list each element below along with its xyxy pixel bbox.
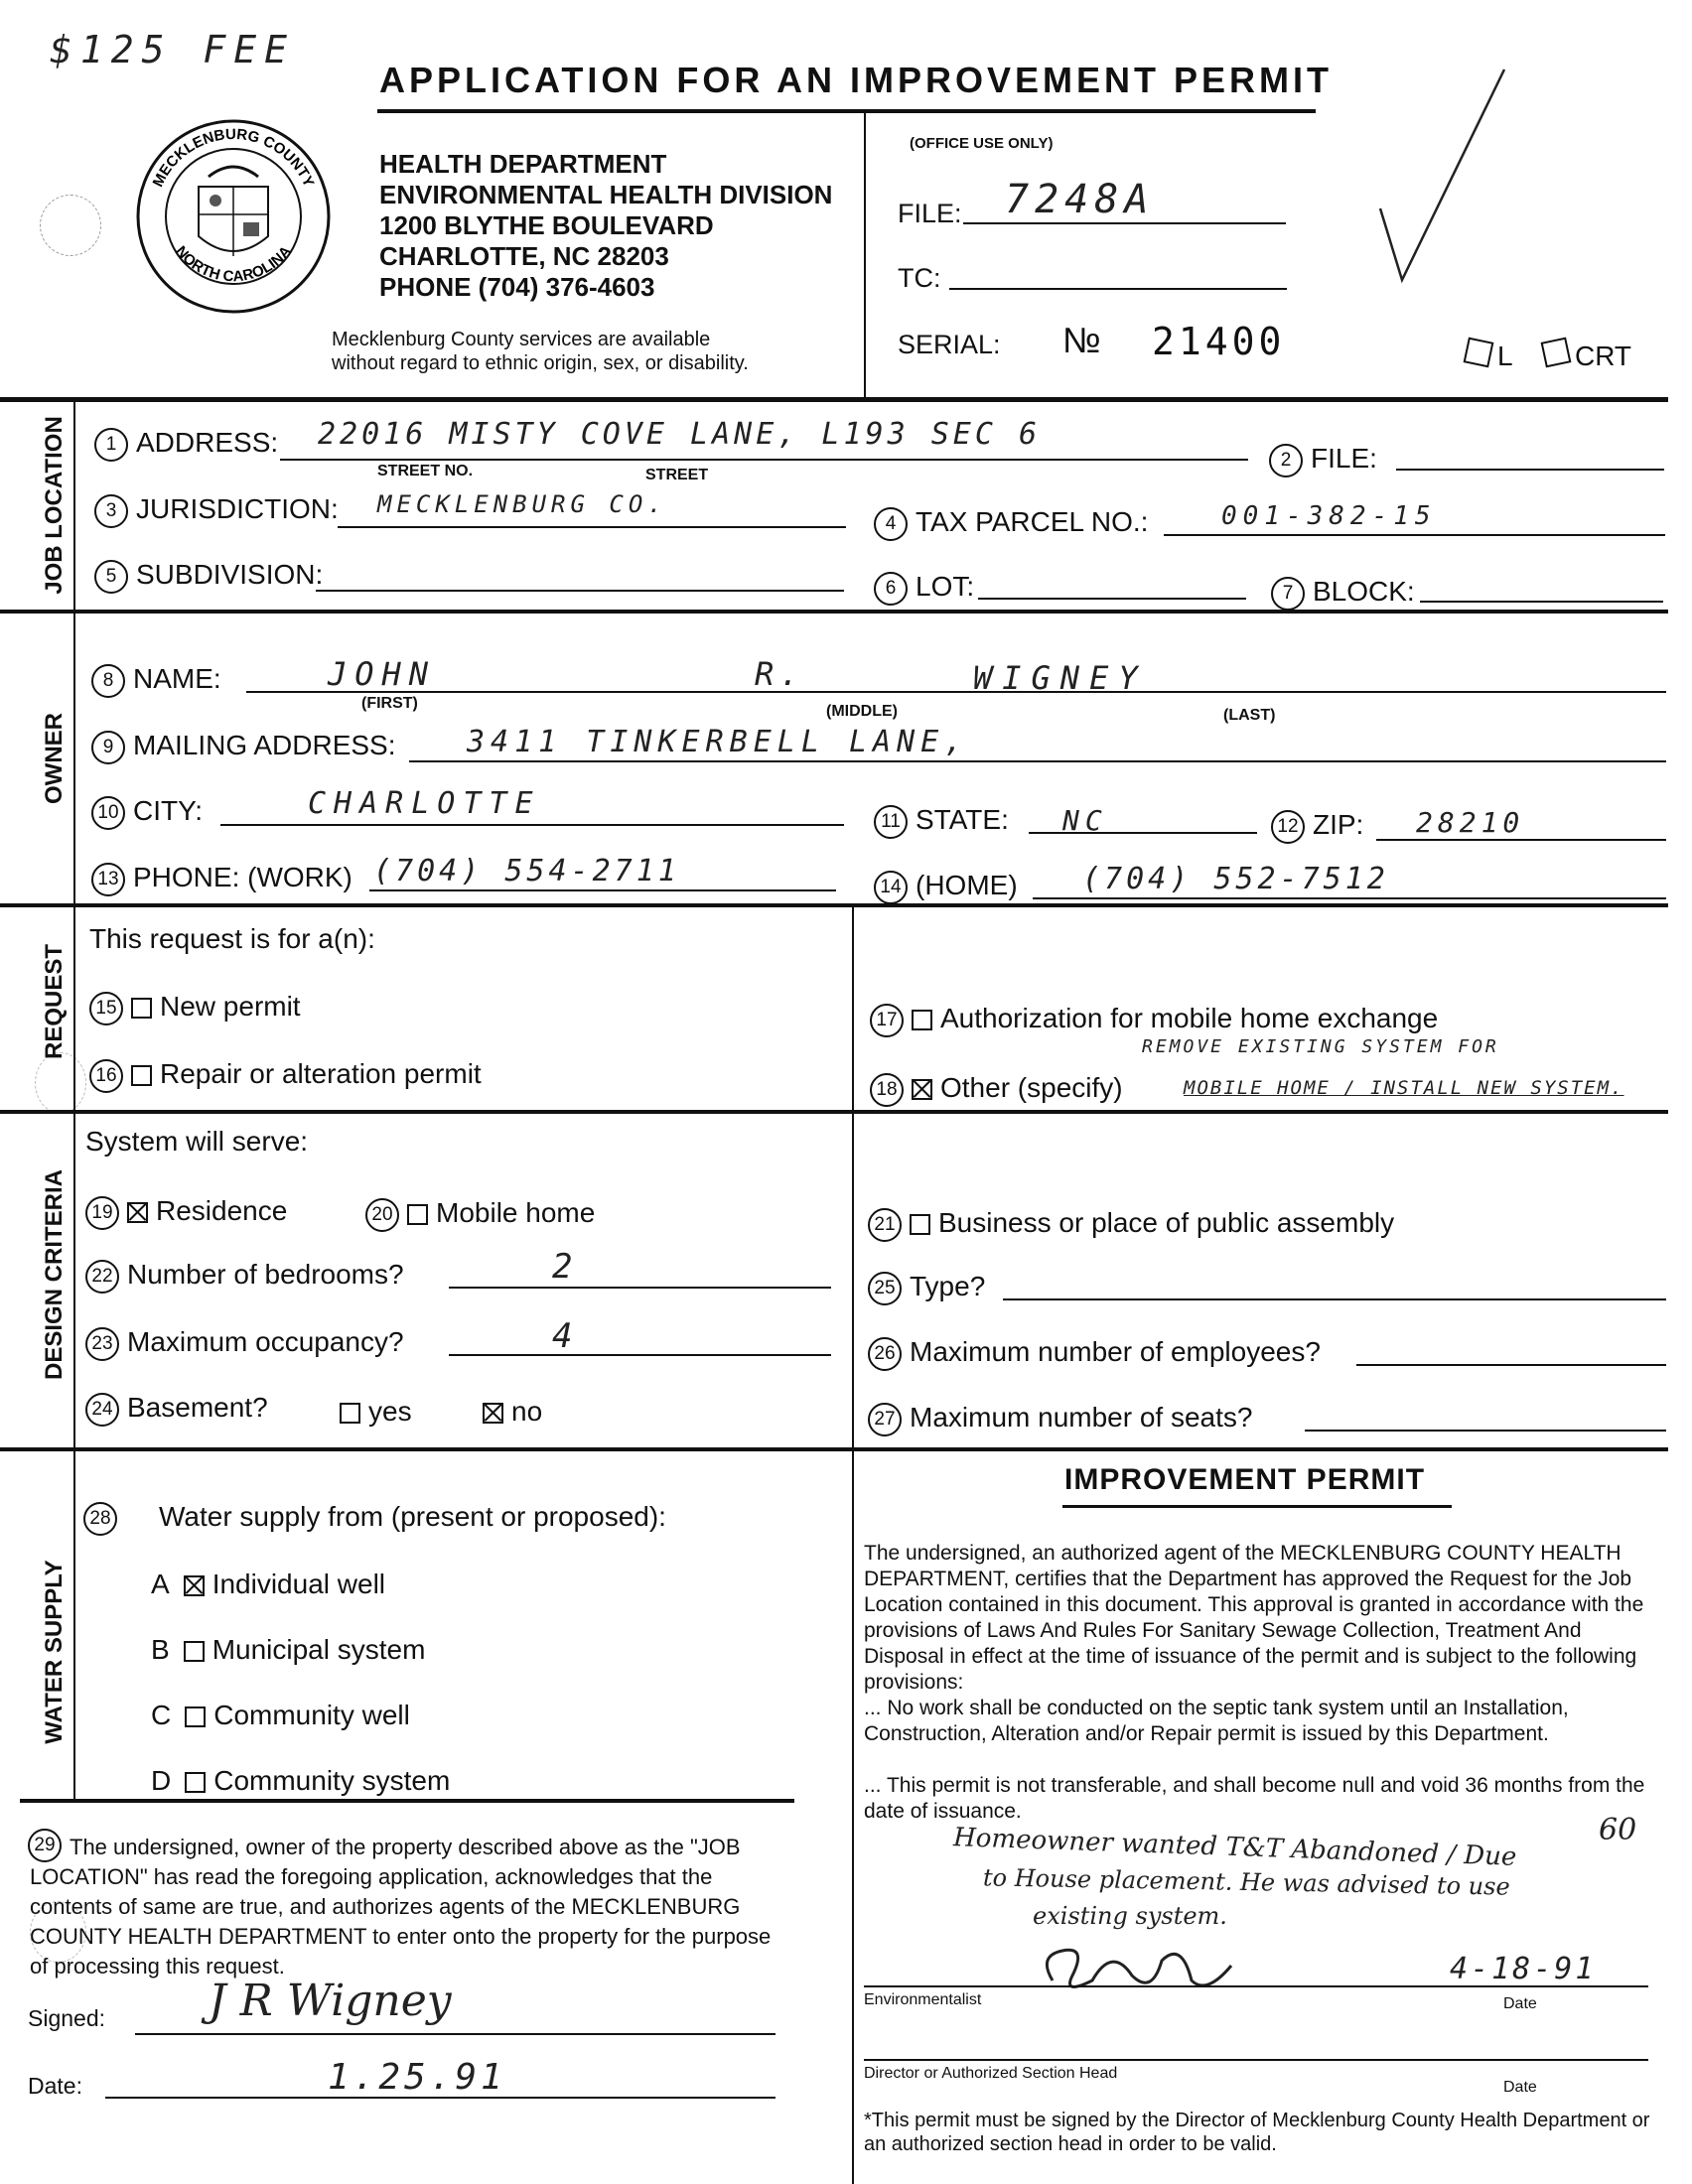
inspector-note-1: Homeowner wanted T&T Abandoned / Due xyxy=(952,1823,1517,1872)
street-caption: STREET xyxy=(645,467,709,483)
item-number: 28 xyxy=(83,1502,117,1536)
seats-line[interactable] xyxy=(1305,1430,1666,1432)
type-line[interactable] xyxy=(1003,1298,1666,1300)
lot-label xyxy=(874,571,974,606)
environmentalist-signature[interactable] xyxy=(1033,1936,1251,2005)
department-block xyxy=(379,149,832,303)
new-permit-checkbox[interactable] xyxy=(131,998,152,1019)
item-number: 18 xyxy=(870,1073,904,1107)
item-number: 20 xyxy=(365,1198,399,1232)
environmentalist-line xyxy=(864,1985,1648,1987)
item-number: 5 xyxy=(94,560,128,594)
item-number: 14 xyxy=(874,871,908,904)
water-intro-text: Water supply from (present or proposed): xyxy=(159,1501,666,1532)
director-label: Director or Authorized Section Head xyxy=(864,2065,1118,2082)
water-option-d[interactable] xyxy=(151,1765,450,1797)
mobile-home-option[interactable] xyxy=(365,1197,595,1232)
new-permit-label: New permit xyxy=(160,991,301,1022)
bedrooms-value[interactable]: 2 xyxy=(552,1247,579,1287)
file2-line[interactable] xyxy=(1396,469,1664,471)
section-job-location: JOB LOCATION xyxy=(41,416,68,595)
water-option-letter: C xyxy=(151,1700,172,1730)
type-label-text: Type? xyxy=(910,1271,986,1301)
residence-label: Residence xyxy=(156,1195,288,1226)
item-number: 26 xyxy=(868,1337,902,1371)
occupancy-line xyxy=(449,1354,831,1356)
serial-label: SERIAL: xyxy=(898,330,1001,359)
basement-yes-option[interactable] xyxy=(340,1396,412,1428)
office-file-value: 7248A xyxy=(1005,177,1155,222)
signed-line xyxy=(135,2033,776,2035)
basement-yes-checkbox[interactable] xyxy=(340,1403,360,1424)
tax-parcel-label-text: TAX PARCEL NO.: xyxy=(916,506,1149,537)
title-rule xyxy=(377,109,1316,113)
certify-rule xyxy=(20,1799,794,1803)
community-well-checkbox[interactable] xyxy=(185,1706,206,1727)
jurisdiction-label-text: JURISDICTION: xyxy=(136,493,339,524)
section-design-criteria: DESIGN CRITERIA xyxy=(41,1169,68,1381)
item-number: 17 xyxy=(870,1004,904,1037)
business-checkbox[interactable] xyxy=(910,1214,930,1235)
mailing-label xyxy=(91,730,396,764)
jurisdiction-line xyxy=(338,526,846,528)
item-number: 19 xyxy=(85,1196,119,1230)
phone-work-label xyxy=(91,862,352,896)
item-number: 22 xyxy=(85,1260,119,1294)
item-number: 3 xyxy=(94,494,128,528)
svg-text:MECKLENBURG COUNTY xyxy=(150,126,318,190)
environmentalist-label: Environmentalist xyxy=(864,1991,982,2008)
item-number: 6 xyxy=(874,572,908,606)
date-line xyxy=(105,2097,776,2099)
item-number: 23 xyxy=(85,1327,119,1361)
block-label-text: BLOCK: xyxy=(1313,576,1415,607)
item-number: 25 xyxy=(868,1272,902,1305)
city-line xyxy=(220,824,844,826)
repair-permit-checkbox[interactable] xyxy=(131,1065,152,1086)
repair-permit-option[interactable] xyxy=(89,1058,482,1093)
zip-label xyxy=(1271,809,1363,844)
office-use-heading: (OFFICE USE ONLY) xyxy=(910,135,1054,152)
state-value[interactable]: NC xyxy=(1062,804,1108,837)
inspector-note-2: to House placement. He was advised to use xyxy=(982,1863,1510,1901)
type-label xyxy=(868,1271,985,1305)
office-box-divider xyxy=(864,109,866,397)
state-label xyxy=(874,804,1009,839)
individual-well-label: Individual well xyxy=(212,1569,386,1599)
water-intro xyxy=(83,1501,666,1536)
occupancy-value[interactable]: 4 xyxy=(552,1316,579,1356)
new-permit-option[interactable] xyxy=(89,991,301,1025)
item-number: 29 xyxy=(28,1829,62,1862)
item-number: 2 xyxy=(1269,444,1303,478)
block-line[interactable] xyxy=(1420,601,1663,603)
form-title: APPLICATION FOR AN IMPROVEMENT PERMIT xyxy=(379,60,1334,100)
water-option-c[interactable] xyxy=(151,1700,410,1731)
block-label xyxy=(1271,576,1415,611)
phone-home-line xyxy=(1033,897,1666,899)
permit-provision-2: ... This permit is not transferable, and shall become null and void 36 months from the date of issuance. xyxy=(864,1774,1645,1823)
water-option-letter: A xyxy=(151,1569,170,1599)
business-label: Business or place of public assembly xyxy=(938,1207,1395,1238)
other-label: Other (specify) xyxy=(940,1072,1123,1103)
notice-line: without regard to ethnic origin, sex, or disability. xyxy=(332,352,749,374)
jurisdiction-value[interactable]: MECKLENBURG CO. xyxy=(377,490,667,518)
basement-yes-label: yes xyxy=(368,1396,412,1427)
mobile-exchange-option[interactable] xyxy=(870,1003,1438,1037)
mailing-label-text: MAILING ADDRESS: xyxy=(133,730,396,760)
owner-name-label xyxy=(91,663,221,698)
office-file-line xyxy=(963,222,1286,224)
mobile-exchange-label: Authorization for mobile home exchange xyxy=(940,1003,1439,1033)
office-tc-line xyxy=(949,288,1287,290)
environmentalist-date-value[interactable]: 4-18-91 xyxy=(1450,1952,1597,1986)
basement-label-text: Basement? xyxy=(127,1392,268,1423)
item-number: 11 xyxy=(874,805,908,839)
address-label xyxy=(94,427,278,462)
bedrooms-label xyxy=(85,1259,404,1294)
item-number: 12 xyxy=(1271,810,1305,844)
address-line xyxy=(280,459,1248,461)
community-system-label: Community system xyxy=(213,1765,451,1796)
first-caption: (FIRST) xyxy=(361,695,418,712)
item-number: 27 xyxy=(868,1403,902,1436)
file2-label-text: FILE: xyxy=(1311,443,1377,474)
notice-line: Mecklenburg County services are available xyxy=(332,329,711,350)
seal-bottom-text: NORTH CAROLINA xyxy=(172,242,295,286)
mailing-line xyxy=(409,760,1666,762)
director-date-label: Date xyxy=(1503,2079,1537,2096)
flag-l xyxy=(1466,340,1513,372)
employees-label xyxy=(868,1336,1321,1371)
water-option-letter: D xyxy=(151,1765,172,1796)
seats-label-text: Maximum number of seats? xyxy=(910,1402,1253,1433)
zip-line xyxy=(1376,839,1666,841)
mobile-home-label: Mobile home xyxy=(436,1197,596,1228)
bedrooms-label-text: Number of bedrooms? xyxy=(127,1259,404,1290)
employees-label-text: Maximum number of employees? xyxy=(910,1336,1321,1367)
certify-text: The undersigned, owner of the property described above as the "JOB LOCATION" has read the foregoing application, acknowledges that the contents of same are true, and authorizes agents of the MECKLENBURG COUNTY HEALTH DEPARTMENT to enter onto the property for the purpose of processing this request. xyxy=(30,1835,772,1979)
phone-work-label-text: PHONE: (WORK) xyxy=(133,862,352,892)
bedrooms-line xyxy=(449,1287,831,1289)
basement-no-checkbox[interactable] xyxy=(483,1403,503,1424)
section-water-supply: WATER SUPPLY xyxy=(41,1560,68,1744)
subdivision-label-text: SUBDIVISION: xyxy=(136,559,324,590)
signed-label: Signed: xyxy=(28,2005,106,2031)
department-line: ENVIRONMENTAL HEALTH DIVISION xyxy=(379,180,833,209)
checkmark-icon xyxy=(1370,60,1509,288)
city-label-text: CITY: xyxy=(133,795,204,826)
section-request: REQUEST xyxy=(41,944,68,1060)
item-number: 16 xyxy=(89,1059,123,1093)
flag-crt xyxy=(1543,340,1631,372)
basement-no-label: no xyxy=(511,1396,543,1427)
sidebar-divider xyxy=(73,397,75,1799)
owner-date-value[interactable]: 1.25.91 xyxy=(328,2057,506,2098)
fee-note: $125 FEE xyxy=(50,28,296,71)
item-number: 8 xyxy=(91,664,125,698)
address-label-text: ADDRESS: xyxy=(136,427,279,458)
water-option-letter: B xyxy=(151,1634,170,1665)
permit-heading: IMPROVEMENT PERMIT xyxy=(1064,1463,1426,1496)
other-option[interactable] xyxy=(870,1072,1123,1107)
zip-label-text: ZIP: xyxy=(1313,809,1364,840)
water-option-a[interactable] xyxy=(151,1569,385,1600)
county-seal xyxy=(134,117,333,316)
lot-line[interactable] xyxy=(978,598,1246,600)
owner-middle-name[interactable]: R. xyxy=(755,655,805,693)
state-label-text: STATE: xyxy=(916,804,1009,835)
zip-value[interactable]: 28210 xyxy=(1416,806,1525,839)
other-note: REMOVE EXISTING SYSTEM FOR xyxy=(1142,1036,1499,1057)
section-rule xyxy=(0,903,1668,907)
flag-crt-label: CRT xyxy=(1575,341,1632,371)
section-rule xyxy=(0,610,1668,614)
other-checkbox[interactable] xyxy=(912,1079,932,1100)
tax-parcel-label xyxy=(874,506,1148,541)
owner-signature[interactable]: J R Wigney xyxy=(209,1976,452,2026)
design-intro: System will serve: xyxy=(85,1126,309,1157)
permit-heading-rule xyxy=(1062,1505,1452,1508)
serial-number: 21400 xyxy=(1152,320,1286,363)
community-system-checkbox[interactable] xyxy=(185,1772,206,1793)
item-number: 1 xyxy=(94,428,128,462)
column-divider xyxy=(852,1110,854,2184)
section-rule xyxy=(0,1447,1668,1451)
basement-no-option[interactable] xyxy=(483,1396,542,1428)
design-column-divider xyxy=(852,903,854,1112)
item-number: 15 xyxy=(89,992,123,1025)
department-line: PHONE (704) 376-4603 xyxy=(379,272,655,302)
item-number: 10 xyxy=(91,796,125,830)
item-number: 4 xyxy=(874,507,908,541)
department-line: 1200 BLYTHE BOULEVARD xyxy=(379,210,714,240)
mailing-value[interactable]: 3411 TINKERBELL LANE, xyxy=(467,725,969,759)
last-caption: (LAST) xyxy=(1223,707,1276,724)
office-file-label: FILE: xyxy=(898,199,962,228)
punch-hole xyxy=(40,195,101,256)
flag-l-mark xyxy=(1464,338,1494,368)
file2-label xyxy=(1269,443,1377,478)
occupancy-label-text: Maximum occupancy? xyxy=(127,1326,404,1357)
item-number: 21 xyxy=(868,1208,902,1242)
owner-last-name[interactable]: WIGNEY xyxy=(973,659,1148,697)
community-well-label: Community well xyxy=(213,1700,410,1730)
street-no-caption: STREET NO. xyxy=(377,463,474,479)
nondiscrimination-notice xyxy=(332,328,749,375)
office-tc-label: TC: xyxy=(898,263,941,293)
residence-checkbox[interactable] xyxy=(127,1202,148,1223)
tax-parcel-value[interactable]: 001-382-15 xyxy=(1221,501,1437,531)
tax-parcel-line xyxy=(1164,534,1665,536)
subdivision-label xyxy=(94,559,323,594)
state-line xyxy=(1029,832,1257,834)
other-value[interactable]: MOBILE HOME / INSTALL NEW SYSTEM. xyxy=(1184,1077,1624,1099)
flag-crt-mark xyxy=(1541,338,1572,368)
date-label: Date: xyxy=(28,2073,82,2099)
business-option[interactable] xyxy=(868,1207,1394,1242)
employees-line[interactable] xyxy=(1356,1364,1666,1366)
item-number: 24 xyxy=(85,1393,119,1427)
city-label xyxy=(91,795,203,830)
municipal-system-checkbox[interactable] xyxy=(184,1641,205,1662)
section-rule xyxy=(0,397,1668,402)
phone-home-label xyxy=(874,870,1018,904)
repair-permit-label: Repair or alteration permit xyxy=(160,1058,482,1089)
middle-caption: (MIDDLE) xyxy=(826,703,898,720)
seats-label xyxy=(868,1402,1252,1436)
residence-option[interactable] xyxy=(85,1195,287,1230)
lot-label-text: LOT: xyxy=(916,571,975,602)
mobile-exchange-checkbox[interactable] xyxy=(912,1010,932,1030)
section-rule xyxy=(0,1110,1668,1114)
flag-l-label: L xyxy=(1497,341,1513,371)
permit-body: The undersigned, an authorized agent of the MECKLENBURG COUNTY HEALTH DEPARTMENT, certifies that the Department has approved the Request for the Job Location contained in this document. This approval is granted in accordance with the provisions of Laws And Rules For Sanitary Sewage Collection, Treatment And Disposal in effect at the time of issuance of the permit and is subject to the following provisions: xyxy=(864,1542,1644,1694)
owner-first-name[interactable]: JOHN xyxy=(328,655,437,693)
phone-work-line xyxy=(369,889,836,891)
phone-home-label-text: (HOME) xyxy=(916,870,1018,900)
department-line: CHARLOTTE, NC 28203 xyxy=(379,241,669,271)
mobile-home-checkbox[interactable] xyxy=(407,1204,428,1225)
item-number: 13 xyxy=(91,863,125,896)
env-date-label: Date xyxy=(1503,1995,1537,2012)
individual-well-checkbox[interactable] xyxy=(184,1575,205,1596)
jurisdiction-label xyxy=(94,493,339,528)
request-intro: This request is for a(n): xyxy=(89,923,375,954)
seal-top-text: MECKLENBURG COUNTY xyxy=(149,125,318,191)
city-value[interactable]: CHARLOTTE xyxy=(308,786,541,821)
permit-footnote: *This permit must be signed by the Director of Mecklenburg County Health Department or an authorized section head in order to be valid. xyxy=(864,2110,1650,2155)
permit-provision-1: ... No work shall be conducted on the septic tank system until an Installation, Construction, Alteration and/or Repair permit is issued by this Department. xyxy=(864,1697,1569,1745)
basement-label xyxy=(85,1392,268,1427)
phone-work-value[interactable]: (704) 554-2711 xyxy=(373,854,680,888)
owner-name-label-text: NAME: xyxy=(133,663,221,694)
phone-home-value[interactable]: (704) 552-7512 xyxy=(1082,862,1389,896)
water-option-b[interactable] xyxy=(151,1634,425,1666)
municipal-system-label: Municipal system xyxy=(212,1634,426,1665)
subdivision-line[interactable] xyxy=(316,590,844,592)
address-value[interactable]: 22016 MISTY COVE LANE, L193 SEC 6 xyxy=(318,417,1042,452)
occupancy-label xyxy=(85,1326,404,1361)
owner-name-line xyxy=(246,691,1666,693)
months-correction: 60 xyxy=(1599,1813,1637,1847)
item-number: 7 xyxy=(1271,577,1305,611)
director-line[interactable] xyxy=(864,2059,1648,2061)
item-number: 9 xyxy=(91,731,125,764)
inspector-note-3: existing system. xyxy=(1033,1902,1227,1930)
serial-prefix: № xyxy=(1062,320,1101,360)
department-line: HEALTH DEPARTMENT xyxy=(379,149,667,179)
section-owner: OWNER xyxy=(41,713,68,804)
